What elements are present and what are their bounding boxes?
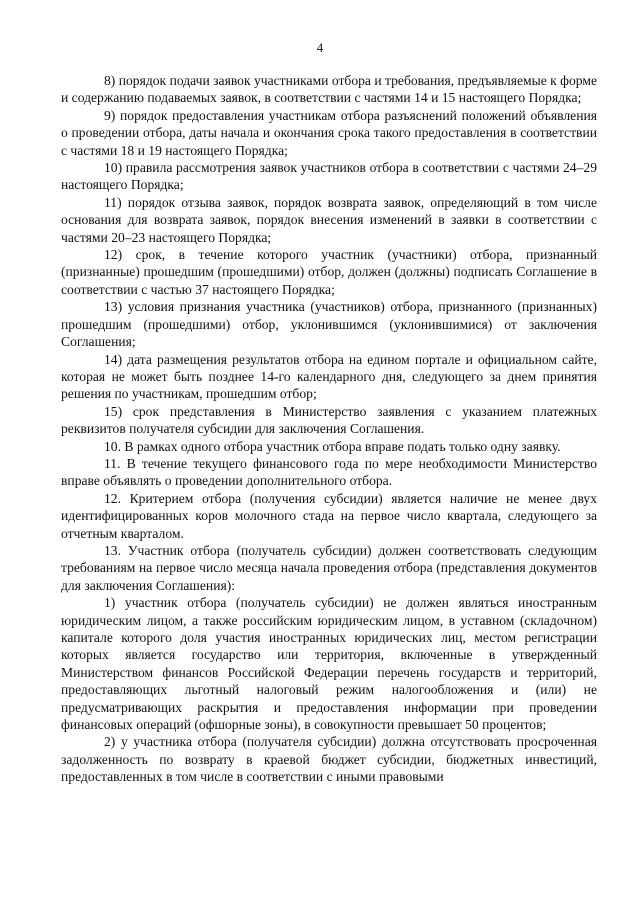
paragraph-item-14: 14) дата размещения результатов отбора на едином портале и официальном сайте, которая не может быть позднее 14-го календарного дня, следующего за днем принятия решения по участникам, прошедшим отбор; (61, 351, 597, 402)
paragraph-item-8: 8) порядок подачи заявок участниками отбора и требования, предъявляемые к форме и содержанию подаваемых заявок, в соответствии с частями 14 и 15 настоящего Порядка; (61, 73, 597, 106)
paragraph-item-10: 10) правила рассмотрения заявок участников отбора в соответствии с частями 24–29 настоящего Порядка; (61, 160, 597, 193)
paragraph-section-11: 11. В течение текущего финансового года по мере необходимости Министерство вправе объявлять о проведении дополнительного отбора. (61, 455, 597, 489)
paragraph-item-12: 12) срок, в течение которого участник (участники) отбора, признанный (признанные) прошедшим (прошедшими) отбор, должен (должны) подписать Соглашение в соответствии с частью 37 настоящего Порядка; (61, 247, 597, 297)
paragraph-item-9: 9) порядок предоставления участникам отбора разъяснений положений объявления о проведении отбора, даты начала и окончания срока такого предоставления в соответствии с частями 18 и 19 настоящего Порядка; (61, 107, 597, 158)
paragraph-item-13: 13) условия признания участника (участников) отбора, признанного (признанных) прошедшим (прошедшими) отбор, уклонившимся (уклонившимися) от заключения Соглашения; (61, 299, 597, 350)
page-number: 4 (316, 40, 324, 55)
paragraph-subitem-1: 1) участник отбора (получатель субсидии) не должен являться иностранным юридическим лицом, а также российским юридическим лицом, в уставном (складочном) капитале которого доля участия иностранных юридических лиц, местом регистрации которых является государство или территория, включенные в утвержденный Министерством финансов Российской Федерации перечень государств и территорий, предоставляющих льготный налоговый режим налогообложения и (или) не предусматривающих раскрытия и предоставления информации при проведении финансовых операций (офшорные зоны), в совокупности превышает 50 процентов; (61, 595, 597, 733)
paragraph-subitem-2: 2) у участника отбора (получателя субсидии) должна отсутствовать просроченная задолженность по возврату в краевой бюджет субсидии, бюджетных инвестиций, предоставленных в том числе в соответствии с иными правовыми (61, 734, 597, 785)
paragraph-item-15: 15) срок представления в Министерство заявления с указанием платежных реквизитов получателя субсидии для заключения Соглашения. (61, 403, 597, 437)
paragraph-item-11: 11) порядок отзыва заявок, порядок возврата заявок, определяющий в том числе основания для возврата заявок, порядок внесения изменений в заявки в соответствии с частями 20–23 настоящего Порядка; (61, 194, 597, 245)
paragraph-section-10: 10. В рамках одного отбора участник отбора вправе подать только одну заявку. (104, 438, 561, 454)
paragraph-section-12: 12. Критерием отбора (получения субсидии) является наличие не менее двух идентифицированных коров молочного стада на первое число квартала, следующего за отчетным кварталом. (61, 490, 597, 541)
paragraph-section-13: 13. Участник отбора (получатель субсидии) должен соответствовать следующим требованиям на первое число месяца начала проведения отбора (представления документов для заключения Соглашения): (61, 542, 597, 593)
document-body (61, 72, 597, 786)
